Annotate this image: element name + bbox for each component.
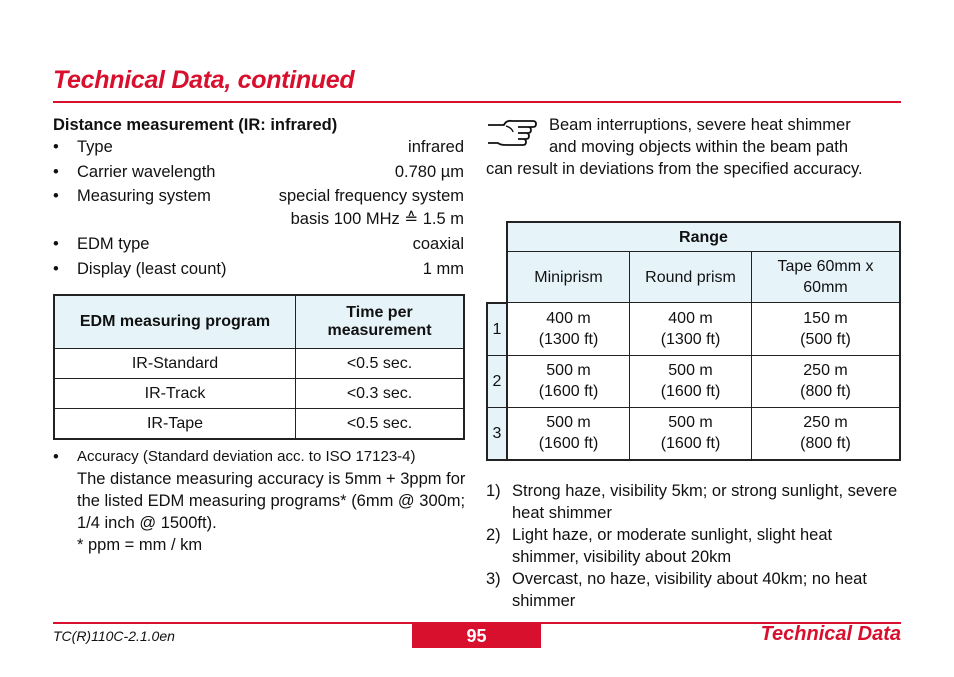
page-title: Technical Data, continued	[53, 66, 355, 94]
cell-metric: 250 m	[803, 362, 848, 379]
column-header-text: Tape 60mm x 60mm	[777, 258, 874, 296]
table-row	[487, 355, 900, 407]
row-index: 2	[487, 355, 507, 407]
table-title-row	[487, 222, 900, 252]
spec-label: Measuring system	[77, 187, 211, 205]
table-cell	[507, 355, 630, 407]
spec-label: Display (least count)	[77, 260, 227, 278]
cell-metric: 150 m	[803, 309, 848, 327]
table-row	[54, 349, 464, 379]
range-title: Range	[507, 222, 900, 252]
page-number: 95	[412, 624, 541, 648]
table-cell: <0.5 sec.	[296, 409, 465, 440]
spec-value: 1 mm	[422, 260, 464, 278]
table-cell	[752, 303, 901, 356]
spec-value: 0.780 µm	[394, 163, 464, 181]
cell-metric: 400 m	[668, 309, 713, 327]
cell-imperial: (500 ft)	[800, 330, 851, 348]
cell-metric: 400 m	[546, 309, 591, 327]
spec-value: basis 100 MHz ≙ 1.5 m	[290, 210, 464, 228]
note-line: can result in deviations from the specified accuracy.	[486, 160, 863, 178]
cell-metric: 250 m	[803, 414, 848, 431]
cell-metric: 500 m	[546, 362, 591, 379]
blank-cell	[487, 252, 507, 303]
spec-label: EDM type	[77, 235, 150, 253]
column-header	[752, 252, 901, 303]
bullet: •	[53, 138, 59, 156]
cell-imperial: (1600 ft)	[660, 383, 721, 400]
table-cell: IR-Tape	[54, 409, 296, 440]
spec-value: special frequency system	[278, 187, 464, 205]
footnote-item	[486, 480, 901, 524]
document-id: TC(R)110C-2.1.0en	[53, 628, 175, 644]
cell-imperial: (1300 ft)	[538, 330, 599, 348]
header-divider	[53, 101, 901, 103]
footnote-item	[486, 568, 901, 612]
note-line: Beam interruptions, severe heat shimmer	[549, 116, 851, 134]
range-table	[486, 221, 901, 461]
accuracy-heading: Accuracy (Standard deviation acc. to ISO 17123-4)	[77, 448, 416, 465]
cell-imperial: (1600 ft)	[538, 435, 599, 452]
table-cell	[507, 303, 630, 356]
spec-value: infrared	[408, 138, 464, 156]
footnote-text: Light haze, or moderate sunlight, slight heat shimmer, visibility about 20km	[512, 526, 833, 566]
spec-row	[53, 235, 464, 257]
column-header: EDM measuring program	[54, 295, 296, 349]
column-header: Time per measurement	[296, 295, 465, 349]
bullet: •	[53, 187, 59, 205]
cell-metric: 500 m	[668, 414, 713, 431]
range-footnotes	[486, 480, 901, 612]
edm-program-table	[53, 294, 465, 440]
table-row	[487, 303, 900, 356]
cell-imperial: (800 ft)	[800, 435, 851, 452]
table-cell: IR-Track	[54, 379, 296, 409]
note-line: and moving objects within the beam path	[549, 138, 849, 156]
cell-imperial: (800 ft)	[800, 383, 851, 400]
footnote-number: 3)	[486, 570, 501, 588]
spec-value: coaxial	[412, 235, 464, 253]
row-index: 1	[487, 303, 507, 356]
footnote-text: Strong haze, visibility 5km; or strong sunlight, severe heat shimmer	[512, 482, 898, 522]
table-row	[54, 409, 464, 440]
cell-metric: 500 m	[668, 362, 713, 379]
bullet: •	[53, 260, 59, 278]
spec-row	[53, 260, 464, 282]
footnote-number: 1)	[486, 482, 501, 500]
table-cell: <0.5 sec.	[296, 349, 465, 379]
distance-heading: Distance measurement (IR: infrared)	[53, 116, 338, 134]
row-index: 3	[487, 407, 507, 460]
table-cell	[752, 407, 901, 460]
section-name: Technical Data	[760, 623, 901, 645]
footnote-item	[486, 524, 901, 568]
table-header-row	[487, 252, 900, 303]
spec-row	[53, 138, 464, 160]
table-cell	[507, 407, 630, 460]
bullet: •	[53, 235, 59, 253]
table-header-row	[54, 295, 464, 349]
note-text	[486, 114, 898, 180]
table-row	[487, 407, 900, 460]
bullet: •	[53, 163, 59, 181]
footnote-number: 2)	[486, 526, 501, 544]
spec-row	[53, 187, 464, 209]
table-cell	[630, 303, 752, 356]
column-header: Round prism	[630, 252, 752, 303]
footnote-text: Overcast, no haze, visibility about 40km; no heat shimmer	[512, 570, 867, 610]
cell-imperial: (1600 ft)	[538, 383, 599, 400]
spec-row	[53, 163, 464, 185]
spec-label: Type	[77, 138, 113, 156]
cell-imperial: (1600 ft)	[660, 435, 721, 452]
table-row	[54, 379, 464, 409]
table-cell	[752, 355, 901, 407]
cell-imperial: (1300 ft)	[660, 330, 721, 348]
spec-label: Carrier wavelength	[77, 163, 216, 181]
table-cell: IR-Standard	[54, 349, 296, 379]
accuracy-footnote: * ppm = mm / km	[77, 536, 203, 554]
table-cell: <0.3 sec.	[296, 379, 465, 409]
bullet: •	[53, 448, 59, 466]
spec-row-continued	[53, 209, 464, 231]
column-header: Miniprism	[507, 252, 630, 303]
table-cell	[630, 355, 752, 407]
cell-metric: 500 m	[546, 414, 591, 431]
blank-cell	[487, 222, 507, 252]
accuracy-text: The distance measuring accuracy is 5mm + 3ppm for the listed EDM measuring programs* (6mm @ 300m; 1/4 inch @ 1500ft).	[77, 470, 466, 532]
table-cell	[630, 407, 752, 460]
